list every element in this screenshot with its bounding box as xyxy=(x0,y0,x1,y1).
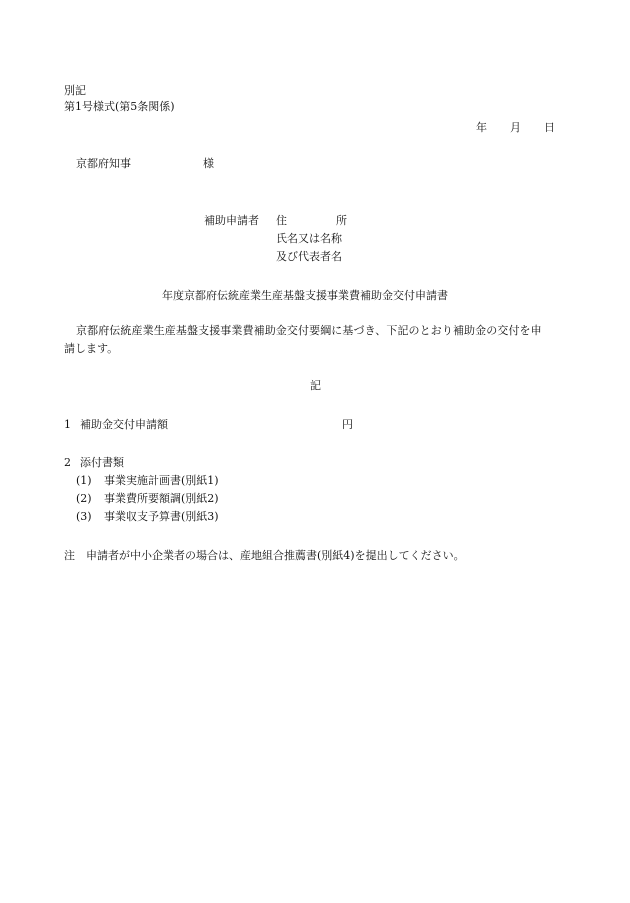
item-2-number: 2 xyxy=(64,456,71,469)
item-1-number: 1 xyxy=(64,418,71,431)
subitem-3-label: 事業収支予算書(別紙3) xyxy=(104,510,219,523)
applicant-role: 補助申請者 xyxy=(204,214,259,227)
subitem-1-number: (1) xyxy=(76,474,92,487)
subitem-2-number: (2) xyxy=(76,492,92,505)
date-day: 日 xyxy=(544,121,555,134)
addressee-name: 京都府知事 xyxy=(76,157,131,170)
subitem-1-label: 事業実施計画書(別紙1) xyxy=(104,474,219,487)
subitem-3-number: (3) xyxy=(76,510,92,523)
addressee-honorific: 様 xyxy=(203,157,214,170)
note-text: 申請者が中小企業者の場合は、産地組合推薦書(別紙4)を提出してください。 xyxy=(86,549,465,562)
subitem-2-label: 事業費所要額調(別紙2) xyxy=(104,492,219,505)
item-1-unit: 円 xyxy=(342,418,353,431)
ki-heading: 記 xyxy=(310,379,321,392)
document-title: 年度京都府伝統産業生産基盤支援事業費補助金交付申請書 xyxy=(162,289,448,302)
applicant-name-label: 氏名又は名称 xyxy=(276,232,342,245)
address-label-start: 住 xyxy=(276,214,287,227)
date-month: 月 xyxy=(510,121,521,134)
item-2-label: 添付書類 xyxy=(80,456,124,469)
address-label-end: 所 xyxy=(336,214,347,227)
date-year: 年 xyxy=(476,121,487,134)
body-line-2: 請します。 xyxy=(64,342,119,355)
representative-label: 及び代表者名 xyxy=(276,250,342,263)
appendix-label: 別記 xyxy=(64,84,86,97)
note-marker: 注 xyxy=(64,549,75,562)
item-1-label: 補助金交付申請額 xyxy=(80,418,168,431)
form-number: 第1号様式(第5条関係) xyxy=(64,100,175,113)
body-line-1: 京都府伝統産業生産基盤支援事業費補助金交付要綱に基づき、下記のとおり補助金の交付を申 xyxy=(76,324,542,337)
